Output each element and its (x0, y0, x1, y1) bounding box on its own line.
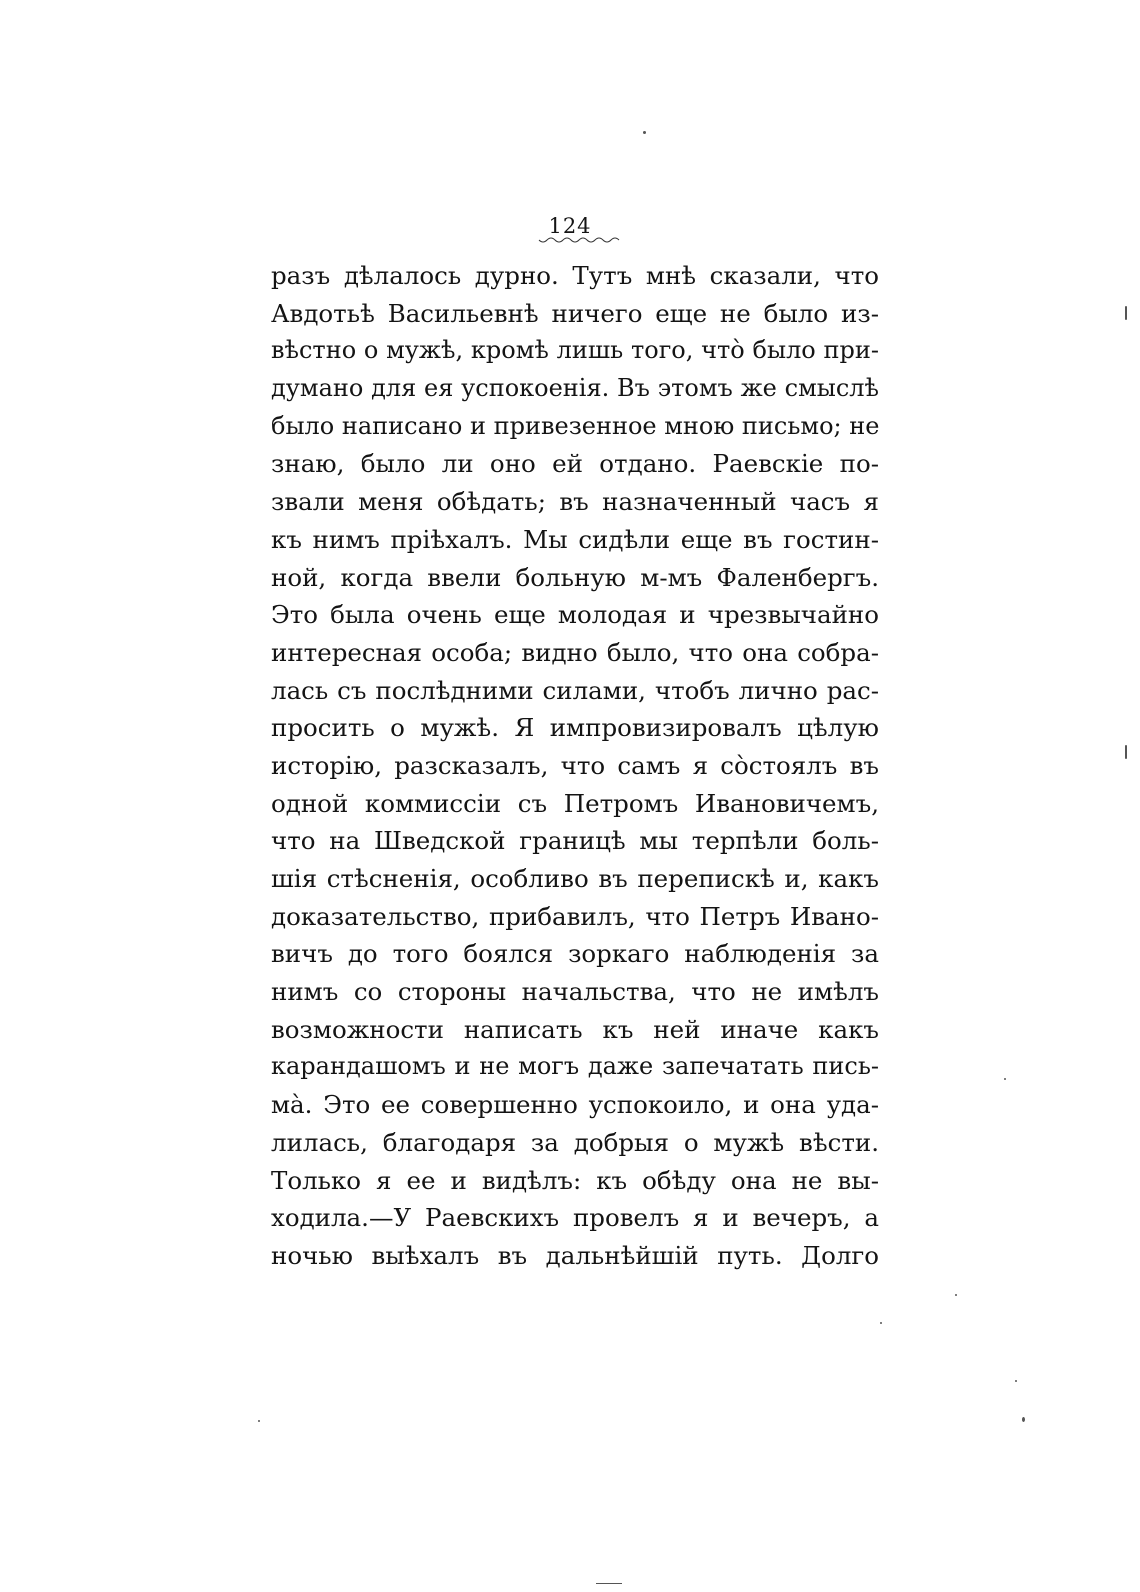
text-line: звали меня обѣдать; въ назначенный часъ я (271, 487, 879, 517)
scan-speck (643, 131, 646, 134)
scan-speck (880, 1322, 882, 1324)
text-line: вичъ до того боялся зоркаго наблюденія за (271, 939, 879, 969)
page-number: 124 (548, 214, 592, 238)
text-line: возможности написать къ ней иначе какъ (271, 1014, 879, 1044)
text-line: лилась, благодаря за добрыя о мужѣ вѣсти. (271, 1127, 879, 1157)
text-line: знаю, было ли оно ей отдано. Раевскіе по- (271, 449, 879, 479)
scan-speck (955, 1294, 957, 1296)
text-line: одной коммиссіи съ Петромъ Ивановичемъ, (271, 788, 879, 818)
text-line: думано для ея успокоенія. Въ этомъ же смыслѣ (271, 374, 879, 403)
text-line: ной, когда ввели больную м-мъ Фаленбергъ. (271, 562, 879, 592)
scan-speck (1125, 745, 1127, 759)
text-line: Это была очень еще молодая и чрезвычайно (271, 600, 879, 630)
text-line: было написано и привезенное мною письмо; не (271, 411, 879, 440)
text-line: вѣстно о мужѣ, кромѣ лишь того, что̀ было при- (271, 336, 879, 365)
text-line: интересная особа; видно было, что она собра- (271, 637, 879, 667)
text-line: лась съ послѣдними силами, чтобъ лично рас- (271, 675, 879, 705)
text-line: просить о мужѣ. Я импровизировалъ цѣлую (271, 713, 879, 743)
text-line: нимъ со стороны начальства, что не имѣлъ (271, 977, 879, 1007)
text-line: Только я ее и видѣлъ: къ обѣду она не вы- (271, 1165, 879, 1195)
text-line: ночью выѣхалъ въ дальнѣйшій путь. Долго (271, 1240, 879, 1270)
page-number-ornament (538, 237, 620, 245)
scan-speck (1004, 1078, 1006, 1080)
body-text (271, 257, 879, 1275)
text-line: ходила.—У Раевскихъ провелъ я и вечеръ, а (271, 1203, 879, 1233)
text-line: Авдотьѣ Васильевнѣ ничего еще не было из- (271, 298, 879, 328)
scan-speck (1022, 1417, 1025, 1422)
text-line: доказательство, прибавилъ, что Петръ Ивано- (271, 901, 879, 931)
text-line: что на Шведской границѣ мы терпѣли боль- (271, 826, 879, 856)
text-line: исторію, разсказалъ, что самъ я со̀стоялъ въ (271, 750, 879, 780)
text-line: шія стѣсненія, особливо въ перепискѣ и, какъ (271, 864, 879, 893)
scan-speck (258, 1420, 260, 1422)
text-line: карандашомъ и не могъ даже запечатать пись- (271, 1052, 879, 1081)
text-line: ма̀. Это ее совершенно успокоило, и она уда- (271, 1090, 879, 1120)
scan-speck (1015, 1380, 1017, 1382)
scan-speck (1125, 306, 1127, 320)
scan-speck (596, 1583, 622, 1584)
text-line: къ нимъ пріѣхалъ. Мы сидѣли еще въ гостин- (271, 524, 879, 554)
text-line: разъ дѣлалось дурно. Тутъ мнѣ сказали, что (271, 261, 879, 290)
